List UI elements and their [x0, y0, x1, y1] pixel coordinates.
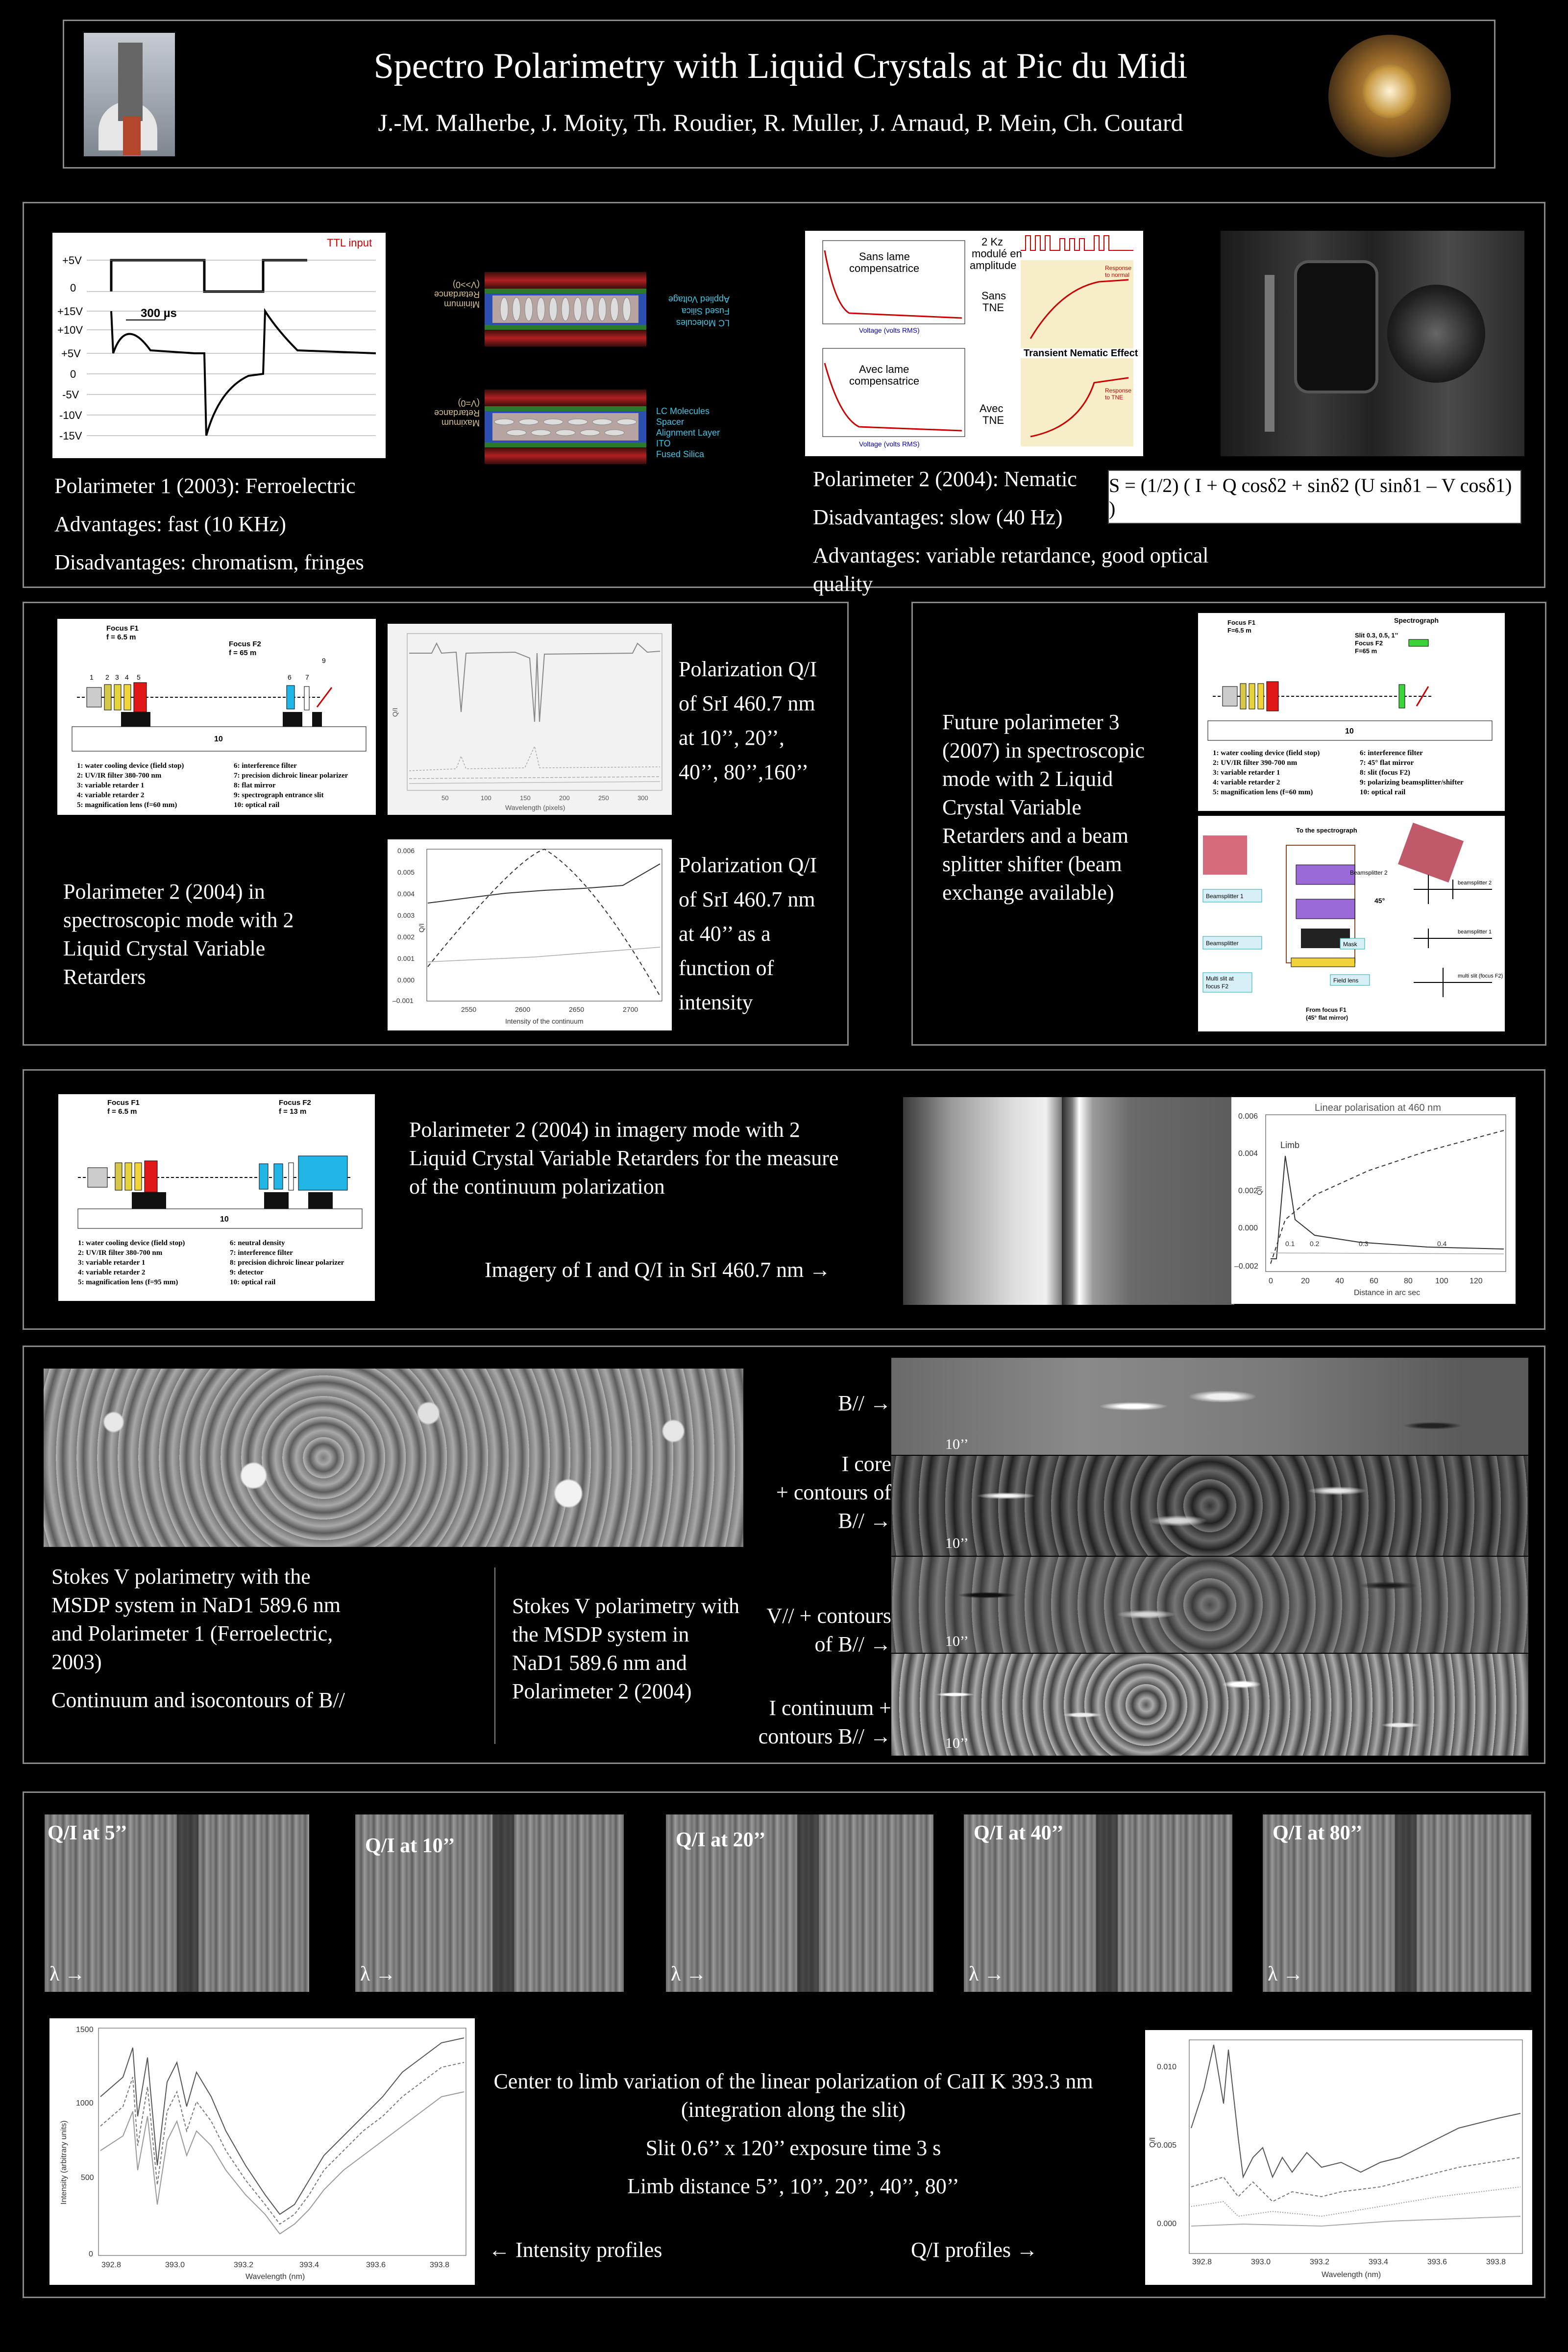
msdp-row-label-icore: I core + contours of B// → [776, 1452, 891, 1533]
qi-strip-40: Q/I at 40’’ λ → [964, 1814, 1232, 1992]
svg-text:6: 6 [288, 673, 292, 681]
svg-text:Response: Response [1105, 387, 1132, 394]
section-msdp [23, 1346, 1545, 1764]
polarimeter2-text: Polarimeter 2 (2004): Nematic Disadvantages: slow (40 Hz) Advantages: variable retardance, good optical quality [813, 467, 1209, 596]
svg-text:0.006: 0.006 [1238, 1112, 1258, 1121]
svg-text:From focus F1: From focus F1 [1306, 1006, 1347, 1013]
lc-cell-diagram [426, 267, 759, 483]
svg-text:Focus F1: Focus F1 [107, 1099, 140, 1107]
svg-text:compensatrice: compensatrice [849, 262, 920, 274]
svg-text:Spacer: Spacer [656, 417, 685, 427]
qi-arrow-label: Q/I profiles → [911, 2238, 1038, 2262]
future-polarimeter-caption: Future polarimeter 3 (2007) in spectroscopic mode with 2 Liquid Crystal Variable Retarders and a beam splitter shifter (beam exchange available) [942, 710, 1145, 905]
msdp-row-label-icont: I continuum + contours B// → [758, 1696, 891, 1748]
svg-text:300: 300 [637, 794, 648, 802]
qi-strip-80: Q/I at 80’’ λ → [1263, 1814, 1531, 1992]
svg-text:Focus F2: Focus F2 [279, 1099, 311, 1107]
nematic-plot-top [823, 241, 965, 334]
svg-text:+5V: +5V [61, 347, 81, 360]
svg-text:Focus F2: Focus F2 [1355, 639, 1383, 647]
optical-layout-imagery [58, 1094, 375, 1301]
svg-text:0: 0 [70, 368, 76, 380]
ttl-input-label: TTL input [327, 237, 372, 249]
lc-cell-min-retardance [434, 272, 730, 346]
svg-text:–0.002: –0.002 [1234, 1262, 1258, 1271]
svg-text:Limb: Limb [1280, 1140, 1300, 1150]
svg-text:Linear polarisation at 460 nm: Linear polarisation at 460 nm [1315, 1102, 1441, 1113]
qi-spectrum-caption: Polarization Q/I of SrI 460.7 nm at 10’’, 20’’, 40’’, 80’’,160’’ [679, 657, 817, 784]
svg-text:393.0: 393.0 [165, 2261, 185, 2269]
svg-text:120: 120 [1470, 1277, 1483, 1285]
svg-text:0.2: 0.2 [1310, 1240, 1320, 1248]
svg-text:(V>>0): (V>>0) [452, 280, 480, 290]
svg-text:1500: 1500 [76, 2026, 94, 2034]
svg-text:-10V: -10V [59, 409, 82, 421]
svg-text:–0.001: –0.001 [392, 997, 414, 1004]
msdp-bfield-map [891, 1358, 1528, 1455]
svg-text:150: 150 [520, 794, 531, 802]
svg-text:To the spectrograph: To the spectrograph [1296, 827, 1357, 834]
qi-profiles-plot [1145, 2030, 1532, 2285]
nematic-plot-bottom [823, 348, 965, 448]
header-panel [63, 20, 1495, 169]
section-future-polarimeter [911, 602, 1546, 1046]
svg-text:393.0: 393.0 [1251, 2258, 1271, 2266]
msdp-row-label-bfield: B// → [838, 1391, 891, 1415]
svg-text:f = 6.5 m: f = 6.5 m [106, 633, 136, 641]
time-300us-label: 300 µs [141, 307, 177, 320]
svg-text:(45° flat mirror): (45° flat mirror) [1306, 1014, 1348, 1021]
svg-text:Voltage (volts RMS): Voltage (volts RMS) [859, 326, 920, 334]
svg-text:0.000: 0.000 [1157, 2220, 1177, 2228]
svg-text:-15V: -15V [59, 430, 82, 442]
svg-text:to normal: to normal [1105, 271, 1130, 278]
spectro-layout-legend-left: 1: water cooling device (field stop) 2: UV/IR filter 380-700 nm 3: variable retarder 1 4: variable retarder 2 5: magnification lens (f=60 mm) [77, 762, 184, 809]
svg-text:Mask: Mask [1343, 941, 1357, 948]
svg-text:Wavelength (nm): Wavelength (nm) [1322, 2271, 1381, 2279]
msdp-mid-caption: Stokes V polarimetry with the MSDP system in NaD1 589.6 nm and Polarimeter 2 (2004) [512, 1594, 740, 1703]
svg-text:Intensity of the continuum: Intensity of the continuum [505, 1017, 584, 1025]
svg-text:Alignment Layer: Alignment Layer [656, 428, 720, 438]
poster-title: Spectro Polarimetry with Liquid Crystals at Pic du Midi [373, 46, 1188, 86]
lc-cell-max-retardance [434, 390, 720, 464]
svg-text:LC Molecules: LC Molecules [656, 406, 710, 416]
svg-text:50: 50 [441, 794, 449, 802]
svg-text:393.8: 393.8 [430, 2261, 450, 2269]
svg-text:modulé en: modulé en [972, 247, 1022, 260]
qi-strip-5: Q/I at 5’’ λ → [45, 1814, 309, 1992]
svg-text:focus F2: focus F2 [1206, 983, 1229, 990]
svg-text:Retardance: Retardance [434, 408, 480, 418]
svg-text:10: 10 [1345, 727, 1354, 735]
svg-text:Q/I: Q/I [417, 923, 425, 932]
svg-text:Minimum: Minimum [443, 299, 480, 309]
svg-text:Applied Voltage: Applied Voltage [668, 294, 730, 304]
svg-text:Voltage (volts RMS): Voltage (volts RMS) [859, 440, 920, 448]
svg-text:0.004: 0.004 [1238, 1150, 1258, 1158]
svg-text:393.6: 393.6 [366, 2261, 386, 2269]
qi-strip-20: Q/I at 20’’ λ → [666, 1814, 933, 1992]
svg-text:0: 0 [89, 2250, 93, 2258]
svg-text:Beamsplitter: Beamsplitter [1206, 940, 1239, 947]
svg-text:compensatrice: compensatrice [849, 375, 920, 387]
svg-text:0.000: 0.000 [1238, 1224, 1258, 1232]
svg-text:0.010: 0.010 [1157, 2063, 1177, 2071]
future-layout-legend-right: 6: interference filter 7: 45° flat mirror 8: slit (focus F2) 9: polarizing beamsplitter/shifter 10: optical rail [1360, 749, 1464, 796]
imagery-arrow-caption: Imagery of I and Q/I in SrI 460.7 nm → [485, 1258, 831, 1282]
msdp-left-caption: Stokes V polarimetry with the MSDP system in NaD1 589.6 nm and Polarimeter 1 (Ferroelectric, 2003) Continuum and isocontours of B// [51, 1565, 345, 1712]
qi-image [1062, 1097, 1234, 1305]
svg-text:+15V: +15V [57, 305, 83, 318]
svg-text:Multi slit at: Multi slit at [1206, 975, 1234, 982]
svg-text:80: 80 [1404, 1277, 1413, 1285]
svg-text:+10V: +10V [57, 324, 83, 336]
stokes-equation: S = (1/2) ( I + Q cosδ2 + sinδ2 (U sinδ1 – V cosδ1) ) [1108, 470, 1521, 524]
svg-text:393.4: 393.4 [1369, 2258, 1389, 2266]
svg-text:3: 3 [115, 673, 119, 681]
svg-text:40: 40 [1335, 1277, 1344, 1285]
msdp-v-map: 10’’ [891, 1557, 1528, 1653]
polarimeter-lab-photo [1221, 231, 1524, 456]
svg-text:Response: Response [1105, 265, 1132, 271]
svg-text:100: 100 [1435, 1277, 1448, 1285]
svg-text:0.004: 0.004 [397, 890, 415, 898]
qi-strip-10: Q/I at 10’’ λ → [355, 1814, 624, 1992]
svg-text:4: 4 [125, 673, 129, 681]
limb-polarisation-plot [1231, 1097, 1516, 1304]
svg-text:10: 10 [214, 735, 223, 743]
section-spectro-mode [23, 602, 849, 1046]
svg-text:f = 6.5 m: f = 6.5 m [107, 1107, 137, 1116]
svg-text:500: 500 [81, 2174, 94, 2182]
future-layout-legend-left: 1: water cooling device (field stop) 2: UV/IR filter 390-700 nm 3: variable retarder 1 4: variable retarder 2 5: magnification lens (f=60 mm) [1213, 749, 1320, 796]
msdp-icontinuum-map: 10’’ [891, 1654, 1528, 1756]
svg-text:Beamsplitter 2: Beamsplitter 2 [1350, 869, 1388, 876]
svg-text:Transient Nematic Effect: Transient Nematic Effect [1024, 348, 1138, 359]
svg-text:0.000: 0.000 [397, 976, 415, 984]
svg-text:0.002: 0.002 [397, 933, 415, 941]
svg-text:2: 2 [105, 673, 109, 681]
svg-text:Beamsplitter 1: Beamsplitter 1 [1206, 893, 1244, 900]
svg-text:LC Molecules: LC Molecules [676, 318, 730, 328]
svg-text:0.005: 0.005 [397, 868, 415, 876]
svg-text:F=6.5 m: F=6.5 m [1227, 627, 1251, 634]
svg-text:-5V: -5V [62, 389, 79, 401]
qi-vs-intensity-caption: Polarization Q/I of SrI 460.7 nm at 40’’ as a function of intensity [679, 853, 817, 1014]
intensity-arrow-label: ← Intensity profiles [489, 2238, 662, 2262]
svg-text:7: 7 [305, 673, 309, 681]
svg-text:TNE: TNE [982, 301, 1004, 314]
svg-text:60: 60 [1370, 1277, 1378, 1285]
svg-text:to TNE: to TNE [1105, 394, 1124, 401]
svg-text:beamsplitter 2: beamsplitter 2 [1458, 880, 1492, 886]
poster-authors: J.-M. Malherbe, J. Moity, Th. Roudier, R. Muller, J. Arnaud, P. Mein, Ch. Coutard [378, 109, 1183, 136]
svg-text:10: 10 [220, 1215, 229, 1224]
imagery-mode-caption: Polarimeter 2 (2004) in imagery mode with 2 Liquid Crystal Variable Retarders for the measure of the continuum polarization [409, 1118, 839, 1199]
svg-text:9: 9 [322, 657, 326, 664]
svg-text:5: 5 [137, 673, 141, 681]
svg-text:F=65 m: F=65 m [1355, 647, 1377, 655]
intensity-image [903, 1097, 1062, 1305]
svg-text:0.006: 0.006 [397, 847, 415, 855]
flc-timing-diagram [52, 233, 386, 458]
svg-text:2 Kz: 2 Kz [981, 236, 1004, 248]
qi-vs-intensity-plot [388, 839, 672, 1030]
svg-text:0.003: 0.003 [397, 911, 415, 919]
svg-text:393.6: 393.6 [1427, 2258, 1447, 2266]
svg-text:393.2: 393.2 [1310, 2258, 1330, 2266]
section-imagery-mode [23, 1069, 1545, 1330]
svg-text:0.005: 0.005 [1157, 2141, 1177, 2150]
scale-bar-label: 10’’ [945, 1436, 969, 1452]
svg-text:200: 200 [559, 794, 570, 802]
polarimeter1-text: Polarimeter 1 (2003): Ferroelectric Advantages: fast (10 KHz) Disadvantages: chromatism, fringes [54, 474, 364, 574]
section-liquid-crystals [23, 202, 1545, 596]
spectro-mode-caption: Polarimeter 2 (2004) in spectroscopic mode with 2 Liquid Crystal Variable Retarders [63, 880, 294, 989]
svg-text:393.2: 393.2 [234, 2261, 254, 2269]
msdp-divider [494, 1568, 495, 1744]
msdp-row-label-v: V// + contours of B// → [766, 1604, 891, 1656]
svg-text:Focus F2: Focus F2 [229, 640, 261, 648]
svg-text:f = 13 m: f = 13 m [279, 1107, 307, 1116]
svg-text:Spectrograph: Spectrograph [1394, 616, 1439, 624]
svg-text:1: 1 [90, 673, 94, 681]
svg-text:100: 100 [481, 794, 491, 802]
qi-spectrum-plot [388, 624, 672, 815]
svg-text:393.4: 393.4 [299, 2261, 319, 2269]
svg-text:Avec: Avec [980, 402, 1004, 415]
svg-text:0.3: 0.3 [1359, 1240, 1369, 1248]
svg-text:Fused Silica: Fused Silica [681, 306, 730, 316]
svg-text:Focus F1: Focus F1 [1227, 619, 1256, 626]
svg-text:Q/I: Q/I [1149, 2137, 1157, 2148]
svg-text:(V=0): (V=0) [458, 398, 480, 408]
svg-text:0.002: 0.002 [1238, 1187, 1258, 1195]
svg-text:2650: 2650 [569, 1005, 585, 1013]
svg-text:0.1: 0.1 [1285, 1240, 1295, 1248]
section-cak-limb [23, 1791, 1545, 2298]
spectro-layout-legend-right: 6: interference filter 7: precision dichroic linear polarizer 8: flat mirror 9: spectrograph entrance slit 10: optical rail [234, 762, 348, 809]
svg-text:45°: 45° [1374, 897, 1385, 905]
svg-text:0.001: 0.001 [397, 955, 415, 962]
svg-text:f = 65 m: f = 65 m [229, 649, 257, 657]
svg-text:Wavelength (nm): Wavelength (nm) [245, 2273, 305, 2281]
svg-text:beamsplitter 1: beamsplitter 1 [1458, 929, 1492, 935]
msdp-icore-map: 10’’ [891, 1456, 1528, 1556]
svg-text:Sans: Sans [981, 290, 1006, 302]
svg-text:Maximum: Maximum [441, 418, 480, 428]
optical-layout-spectro [57, 619, 376, 815]
svg-text:Sans lame: Sans lame [859, 250, 910, 263]
nematic-response-figure [805, 231, 1143, 456]
svg-text:0: 0 [70, 282, 76, 294]
intensity-profiles-plot [49, 2018, 475, 2285]
svg-text:Distance in arc sec: Distance in arc sec [1354, 1289, 1421, 1297]
svg-text:+5V: +5V [62, 254, 82, 267]
svg-text:392.8: 392.8 [101, 2261, 122, 2269]
svg-text:multi slit (focus F2): multi slit (focus F2) [1458, 973, 1503, 979]
svg-text:2600: 2600 [515, 1005, 531, 1013]
svg-text:Fused Silica: Fused Silica [656, 449, 705, 459]
svg-text:ITO: ITO [656, 439, 671, 448]
svg-text:2700: 2700 [623, 1005, 638, 1013]
imagery-layout-legend-right: 6: neutral density 7: interference filter 8: precision dichroic linear polarizer 9: detector 10: optical rail [230, 1239, 344, 1286]
svg-text:Q/I: Q/I [1255, 1186, 1263, 1195]
dome-fisheye-photo [1328, 35, 1451, 157]
imagery-layout-legend-left: 1: water cooling device (field stop) 2: UV/IR filter 380-700 nm 3: variable retarder 1 4: variable retarder 2 5: magnification lens (f=95 mm) [78, 1239, 185, 1286]
svg-text:392.8: 392.8 [1192, 2258, 1212, 2266]
svg-text:20: 20 [1301, 1277, 1310, 1285]
svg-text:TNE: TNE [982, 414, 1004, 426]
svg-text:Q/I: Q/I [391, 708, 399, 717]
svg-text:0.4: 0.4 [1437, 1240, 1447, 1248]
svg-text:Focus F1: Focus F1 [106, 624, 139, 633]
svg-text:250: 250 [598, 794, 609, 802]
svg-text:amplitude: amplitude [970, 259, 1017, 271]
svg-text:Avec lame: Avec lame [859, 363, 909, 375]
beamsplitter-diagram [1198, 816, 1505, 1031]
svg-text:393.8: 393.8 [1486, 2258, 1506, 2266]
svg-text:2550: 2550 [461, 1005, 477, 1013]
svg-text:Field lens: Field lens [1333, 977, 1359, 984]
granulation-contour-image [44, 1369, 743, 1547]
svg-text:Retardance: Retardance [434, 290, 480, 299]
future-layout-diagram [1198, 613, 1505, 811]
svg-text:1000: 1000 [76, 2099, 94, 2107]
svg-text:Wavelength (pixels): Wavelength (pixels) [505, 804, 565, 811]
svg-text:Slit 0.3, 0.5, 1’’: Slit 0.3, 0.5, 1’’ [1355, 632, 1398, 639]
svg-text:Intensity (arbitrary units): Intensity (arbitrary units) [60, 2120, 68, 2205]
cak-center-caption: Center to limb variation of the linear polarization of CaII K 393.3 nm (integration along the slit) Slit 0.6’’ x 120’’ exposure time 3 s Limb distance 5’’, 10’’, 20’’, 40’’, 80’’ [493, 2069, 1093, 2198]
svg-text:0: 0 [1269, 1277, 1273, 1285]
